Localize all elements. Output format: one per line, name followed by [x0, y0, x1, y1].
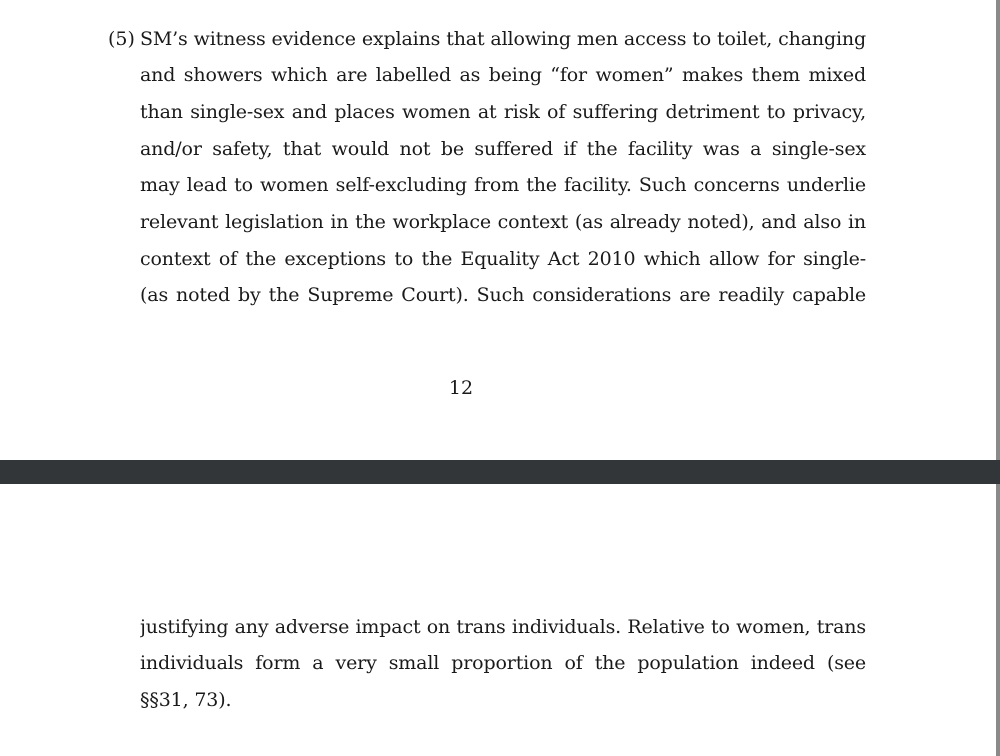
paragraph-line: may lead to women self-excluding from the facility. Such concerns underlie: [140, 174, 866, 196]
page-gap: [0, 460, 1000, 484]
page-edge: [996, 0, 1000, 460]
paragraph-line: context of the exceptions to the Equality Act 2010 which allow for single-: [140, 248, 866, 270]
page-13: [0, 484, 996, 756]
paragraph-line: SM’s witness evidence explains that allowing men access to toilet, changing: [140, 28, 866, 50]
paragraph-line: than single-sex and places women at risk of suffering detriment to privacy,: [140, 101, 866, 123]
paragraph-line: and/or safety, that would not be suffered if the facility was a single-sex: [140, 138, 866, 160]
paragraph-line: and showers which are labelled as being “for women” makes them mixed: [140, 64, 866, 86]
paragraph-line: §§31, 73).: [140, 689, 232, 711]
page-number: 12: [448, 377, 474, 399]
page-edge: [996, 484, 1000, 756]
paragraph-line: justifying any adverse impact on trans individuals. Relative to women, trans: [140, 616, 866, 638]
paragraph-line: individuals form a very small proportion of the population indeed (see: [140, 652, 866, 674]
paragraph-marker: (5): [108, 28, 135, 50]
paragraph-line: (as noted by the Supreme Court). Such considerations are readily capable: [140, 284, 866, 306]
paragraph-line: relevant legislation in the workplace context (as already noted), and also in: [140, 211, 866, 233]
